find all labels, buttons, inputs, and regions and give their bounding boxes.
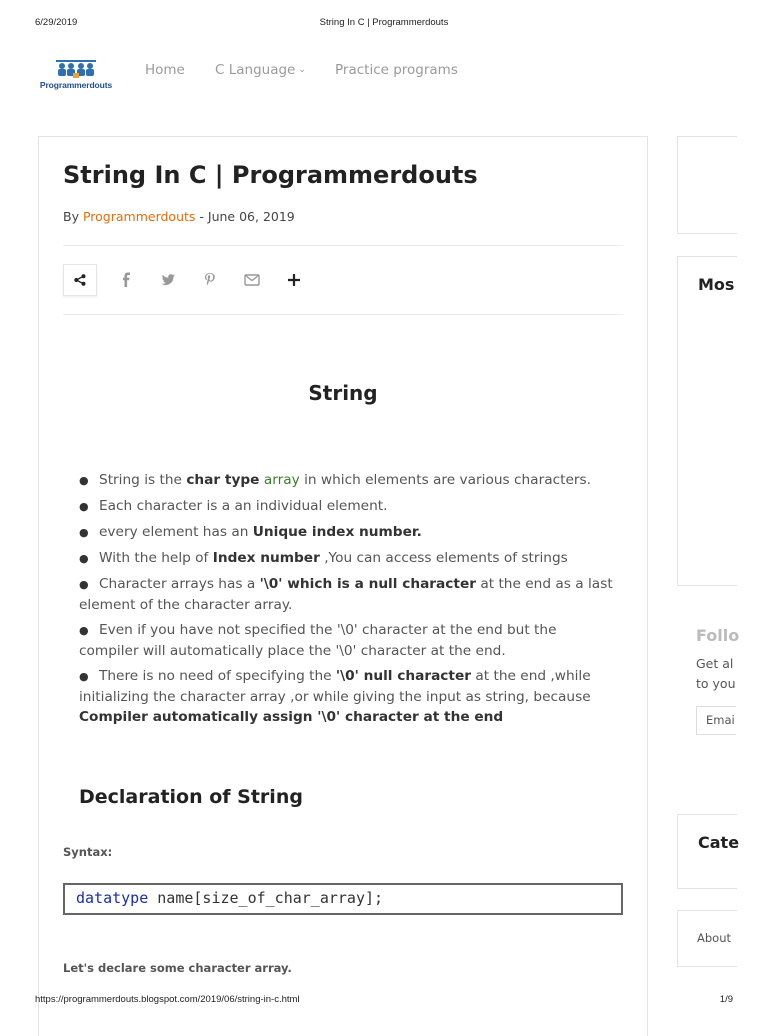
post-title: String In C | Programmerdouts (63, 161, 478, 189)
facebook-icon[interactable] (117, 270, 137, 290)
list-item: ● Character arrays has a '\0' which is a null character at the end as a last element of the character array. (79, 576, 613, 613)
print-footer (0, 994, 768, 1008)
print-title: String In C | Programmerdouts (319, 17, 449, 28)
sidebar-widget-most (677, 256, 737, 586)
post-article (38, 136, 648, 1036)
divider (63, 314, 623, 315)
code-block (63, 883, 623, 915)
string-bullet-list (79, 470, 619, 732)
sidebar-follow-title: Follo (696, 626, 740, 645)
logo-text: Programmerdouts (39, 80, 113, 90)
nav-c-language-label: C Language (215, 62, 296, 78)
sidebar-categories-title: Cate (698, 833, 740, 852)
nav-practice-programs[interactable]: Practice programs (335, 62, 458, 78)
array-link[interactable]: array (263, 472, 300, 488)
sidebar-widget-about (677, 910, 737, 967)
list-item: ● String is the char type array in which elements are various characters. (79, 472, 592, 488)
byline-by: By (63, 209, 79, 224)
site-logo[interactable] (36, 56, 116, 96)
author-link[interactable]: Programmerdouts (82, 209, 196, 224)
share-button[interactable] (63, 264, 97, 296)
list-item: ● There is no need of specifying the '\0' null character at the end ,while initializing the character array ,or while giving the input as string, because Compiler automatically assign '\0' character at the end (79, 668, 591, 725)
list-item: ● With the help of Index number ,You can access elements of strings (79, 550, 568, 566)
print-date: 6/29/2019 (35, 17, 78, 28)
plus-icon[interactable] (284, 270, 304, 290)
share-icon (74, 274, 86, 286)
divider (63, 245, 623, 246)
section-heading-string: String (308, 381, 378, 405)
code-keyword: datatype (76, 889, 149, 907)
email-input[interactable]: Emai (696, 706, 736, 735)
print-page-number: 1/9 (719, 994, 733, 1005)
pinterest-icon[interactable] (200, 270, 220, 290)
list-item: ● Even if you have not specified the '\0' character at the end but the compiler will automatically place the '\0' character at the end. (79, 622, 557, 659)
post-date: - June 06, 2019 (199, 209, 295, 224)
people-logo-icon (56, 58, 96, 78)
declare-text: Let's declare some character array. (63, 961, 292, 975)
sidebar-about-link[interactable]: About (697, 931, 732, 945)
chevron-down-icon: ⌄ (298, 65, 306, 75)
sidebar-follow-text: Get al to you (696, 656, 736, 691)
syntax-label: Syntax: (63, 845, 113, 859)
sidebar-widget (677, 136, 737, 234)
list-item: ● every element has an Unique index number. (79, 524, 422, 540)
list-item: ● Each character is a an individual element. (79, 498, 388, 514)
nav-home[interactable]: Home (145, 62, 185, 78)
code-rest: name[size_of_char_array]; (148, 889, 384, 907)
email-icon[interactable] (242, 270, 262, 290)
sidebar-most-title: Mos (698, 275, 735, 294)
twitter-icon[interactable] (158, 270, 178, 290)
post-byline (63, 209, 295, 224)
declaration-heading: Declaration of String (79, 786, 303, 808)
nav-c-language[interactable] (215, 62, 306, 78)
print-url: https://programmerdouts.blogspot.com/2019/06/string-in-c.html (35, 994, 300, 1005)
print-header (0, 17, 768, 31)
sidebar-widget-categories (677, 814, 740, 889)
